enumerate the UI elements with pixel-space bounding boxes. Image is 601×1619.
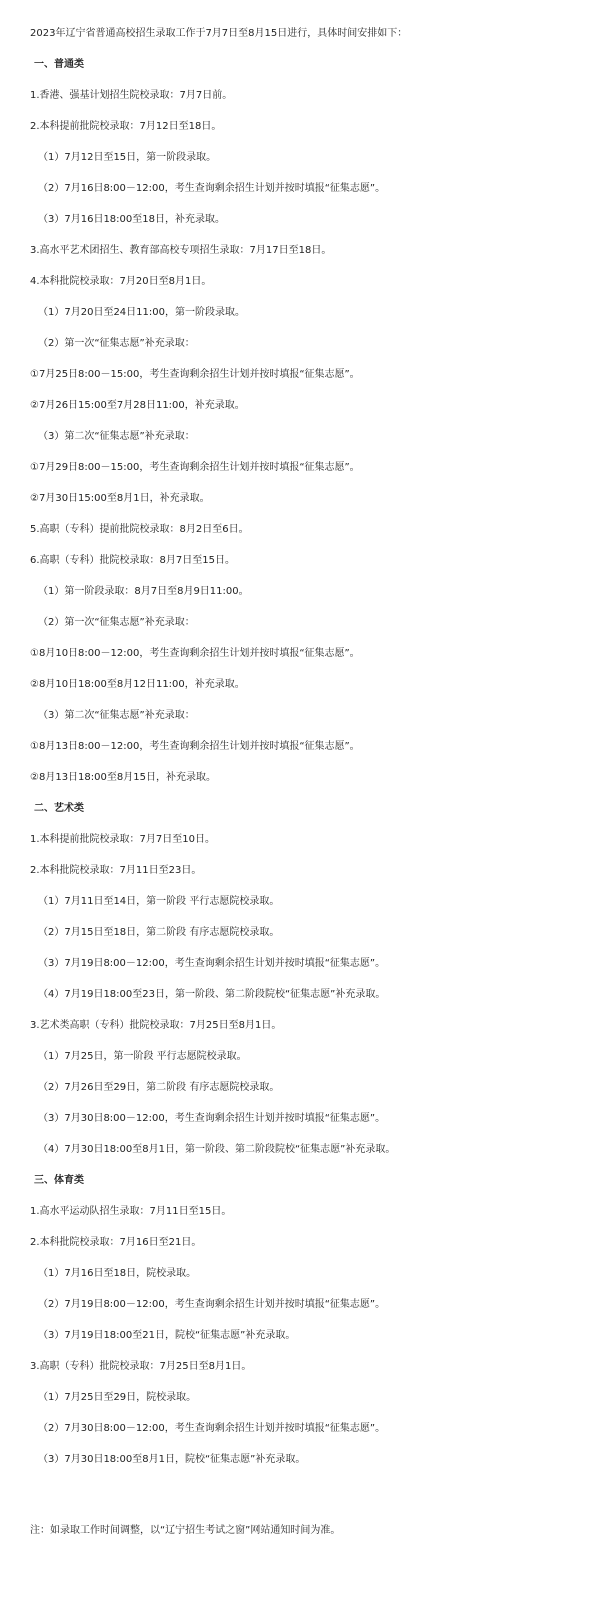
- footnote: 注：如录取工作时间调整，以“辽宁招生考试之窗”网站通知时间为准。: [30, 1525, 341, 1536]
- list-item: 6.高职（专科）批院校录取：8月7日至15日。: [30, 555, 235, 566]
- numbered-sub-item: ②7月26日15:00至7月28日11:00，补充录取。: [30, 400, 245, 411]
- sub-list-item: （1）7月25日至29日，院校录取。: [38, 1392, 197, 1403]
- list-item: 2.本科提前批院校录取：7月12日至18日。: [30, 121, 222, 132]
- sub-list-item: （3）7月30日8:00－12:00，考生查询剩余招生计划并按时填报“征集志愿”。: [38, 1113, 386, 1124]
- numbered-sub-item: ②8月10日18:00至8月12日11:00，补充录取。: [30, 679, 245, 690]
- sub-list-item: （2）7月19日8:00－12:00，考生查询剩余招生计划并按时填报“征集志愿”。: [38, 1299, 386, 1310]
- numbered-sub-item: ①8月13日8:00－12:00，考生查询剩余招生计划并按时填报“征集志愿”。: [30, 741, 360, 752]
- list-item: 3.艺术类高职（专科）批院校录取：7月25日至8月1日。: [30, 1020, 282, 1031]
- numbered-sub-item: ①7月25日8:00－15:00，考生查询剩余招生计划并按时填报“征集志愿”。: [30, 369, 360, 380]
- section-heading: 二、艺术类: [34, 803, 84, 814]
- sub-list-item: （2）7月30日8:00－12:00，考生查询剩余招生计划并按时填报“征集志愿”。: [38, 1423, 386, 1434]
- numbered-sub-item: ①8月10日8:00－12:00，考生查询剩余招生计划并按时填报“征集志愿”。: [30, 648, 360, 659]
- sub-list-item: （2）7月16日8:00－12:00，考生查询剩余招生计划并按时填报“征集志愿”。: [38, 183, 386, 194]
- list-item: 5.高职（专科）提前批院校录取：8月2日至6日。: [30, 524, 249, 535]
- section-heading: 三、体育类: [34, 1175, 84, 1186]
- sub-list-item: （2）7月15日至18日，第二阶段 有序志愿院校录取。: [38, 927, 280, 938]
- sub-list-item: （4）7月19日18:00至23日，第一阶段、第二阶段院校“征集志愿”补充录取。: [38, 989, 386, 1000]
- numbered-sub-item: ②7月30日15:00至8月1日，补充录取。: [30, 493, 210, 504]
- list-item: 3.高职（专科）批院校录取：7月25日至8月1日。: [30, 1361, 252, 1372]
- list-item: 1.本科提前批院校录取：7月7日至10日。: [30, 834, 215, 845]
- sub-list-item: （1）7月12日至15日，第一阶段录取。: [38, 152, 217, 163]
- list-item: 1.高水平运动队招生录取：7月11日至15日。: [30, 1206, 232, 1217]
- list-item: 4.本科批院校录取：7月20日至8月1日。: [30, 276, 212, 287]
- sub-list-item: （1）第一阶段录取：8月7日至8月9日11:00。: [38, 586, 249, 597]
- list-item: 3.高水平艺术团招生、教育部高校专项招生录取：7月17日至18日。: [30, 245, 332, 256]
- sub-list-item: （3）第二次“征集志愿”补充录取：: [38, 431, 195, 442]
- numbered-sub-item: ①7月29日8:00－15:00，考生查询剩余招生计划并按时填报“征集志愿”。: [30, 462, 360, 473]
- sub-list-item: （3）第二次“征集志愿”补充录取：: [38, 710, 195, 721]
- sub-list-item: （3）7月19日18:00至21日，院校“征集志愿”补充录取。: [38, 1330, 296, 1341]
- sub-list-item: （2）第一次“征集志愿”补充录取：: [38, 338, 195, 349]
- sub-list-item: （3）7月19日8:00－12:00，考生查询剩余招生计划并按时填报“征集志愿”。: [38, 958, 386, 969]
- sub-list-item: （1）7月20日至24日11:00，第一阶段录取。: [38, 307, 245, 318]
- intro-paragraph: 2023年辽宁省普通高校招生录取工作于7月7日至8月15日进行，具体时间安排如下：: [30, 28, 408, 39]
- sub-list-item: （2）7月26日至29日，第二阶段 有序志愿院校录取。: [38, 1082, 280, 1093]
- list-item: 2.本科批院校录取：7月16日至21日。: [30, 1237, 202, 1248]
- sub-list-item: （1）7月11日至14日，第一阶段 平行志愿院校录取。: [38, 896, 280, 907]
- numbered-sub-item: ②8月13日18:00至8月15日，补充录取。: [30, 772, 216, 783]
- document-body: [0, 18, 601, 1546]
- section-heading: 一、普通类: [34, 59, 84, 70]
- list-item: 1.香港、强基计划招生院校录取：7月7日前。: [30, 90, 233, 101]
- sub-list-item: （4）7月30日18:00至8月1日，第一阶段、第二阶段院校“征集志愿”补充录取。: [38, 1144, 396, 1155]
- sub-list-item: （3）7月30日18:00至8月1日，院校“征集志愿”补充录取。: [38, 1454, 306, 1465]
- sub-list-item: （1）7月25日，第一阶段 平行志愿院校录取。: [38, 1051, 247, 1062]
- sub-list-item: （1）7月16日至18日，院校录取。: [38, 1268, 197, 1279]
- sub-list-item: （2）第一次“征集志愿”补充录取：: [38, 617, 195, 628]
- sub-list-item: （3）7月16日18:00至18日，补充录取。: [38, 214, 225, 225]
- spacer: [0, 1475, 601, 1515]
- list-item: 2.本科批院校录取：7月11日至23日。: [30, 865, 202, 876]
